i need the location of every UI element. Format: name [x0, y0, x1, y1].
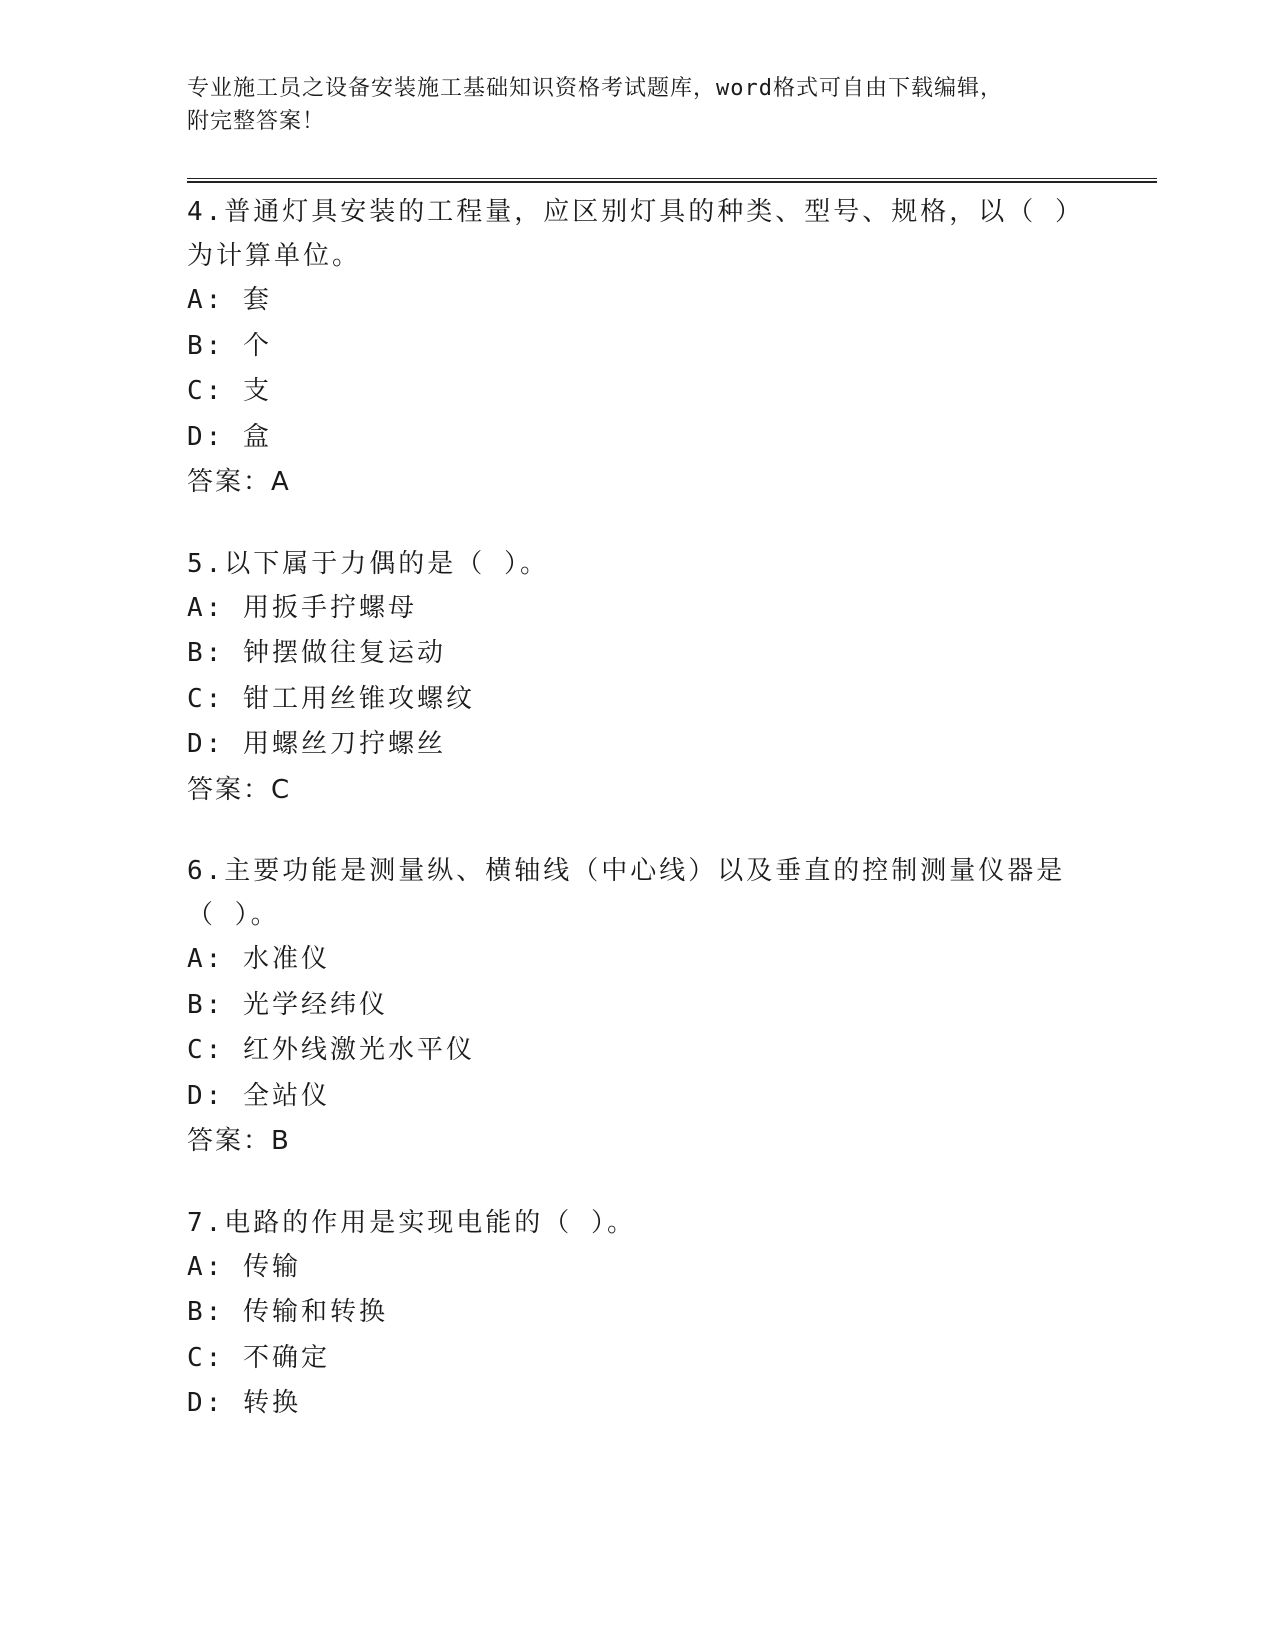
question-stem: 7.电路的作用是实现电能的（ ）。 [187, 1207, 636, 1238]
answer: 答案：B [187, 1126, 291, 1156]
header-divider [187, 178, 1157, 183]
option-b: B: 光学经纬仪 [187, 989, 388, 1020]
option-a: A: 用扳手拧螺母 [187, 592, 417, 623]
answer: 答案：A [187, 467, 291, 497]
option-c: C: 红外线激光水平仪 [187, 1035, 475, 1065]
question-7 [187, 1201, 1157, 1427]
option-c: C: 钳工用丝锥攻螺纹 [187, 683, 475, 714]
option-d: D: 全站仪 [187, 1080, 330, 1111]
option-a: A: 水准仪 [187, 944, 330, 974]
question-5 [187, 542, 1157, 814]
option-d: D: 转换 [187, 1388, 301, 1418]
question-stem-continued: 为计算单位。 [187, 241, 362, 271]
option-c: C: 支 [187, 376, 272, 406]
question-list [187, 190, 1157, 1463]
option-a: A: 传输 [187, 1251, 301, 1282]
question-stem: 5.以下属于力偶的是（ ）。 [187, 548, 549, 579]
document-header [187, 72, 1087, 138]
option-b: B: 个 [187, 330, 272, 361]
question-4 [187, 190, 1157, 506]
answer: 答案：C [187, 774, 292, 805]
option-a: A: 套 [187, 285, 272, 315]
option-b: B: 传输和转换 [187, 1297, 388, 1327]
header-line-1: 专业施工员之设备安装施工基础知识资格考试题库，word格式可自由下载编辑， [187, 76, 1003, 101]
option-d: D: 用螺丝刀拧螺丝 [187, 729, 446, 759]
option-b: B: 钟摆做往复运动 [187, 638, 446, 668]
question-stem: 4.普通灯具安装的工程量，应区别灯具的种类、型号、规格，以（ ） [187, 197, 1084, 227]
question-stem: 6.主要功能是测量纵、横轴线（中心线）以及垂直的控制测量仪器是 [187, 856, 1066, 886]
question-6 [187, 849, 1157, 1165]
option-d: D: 盒 [187, 421, 272, 452]
option-c: C: 不确定 [187, 1342, 330, 1373]
header-line-2: 附完整答案！ [187, 109, 326, 134]
question-stem-continued: （ ）。 [187, 900, 280, 930]
